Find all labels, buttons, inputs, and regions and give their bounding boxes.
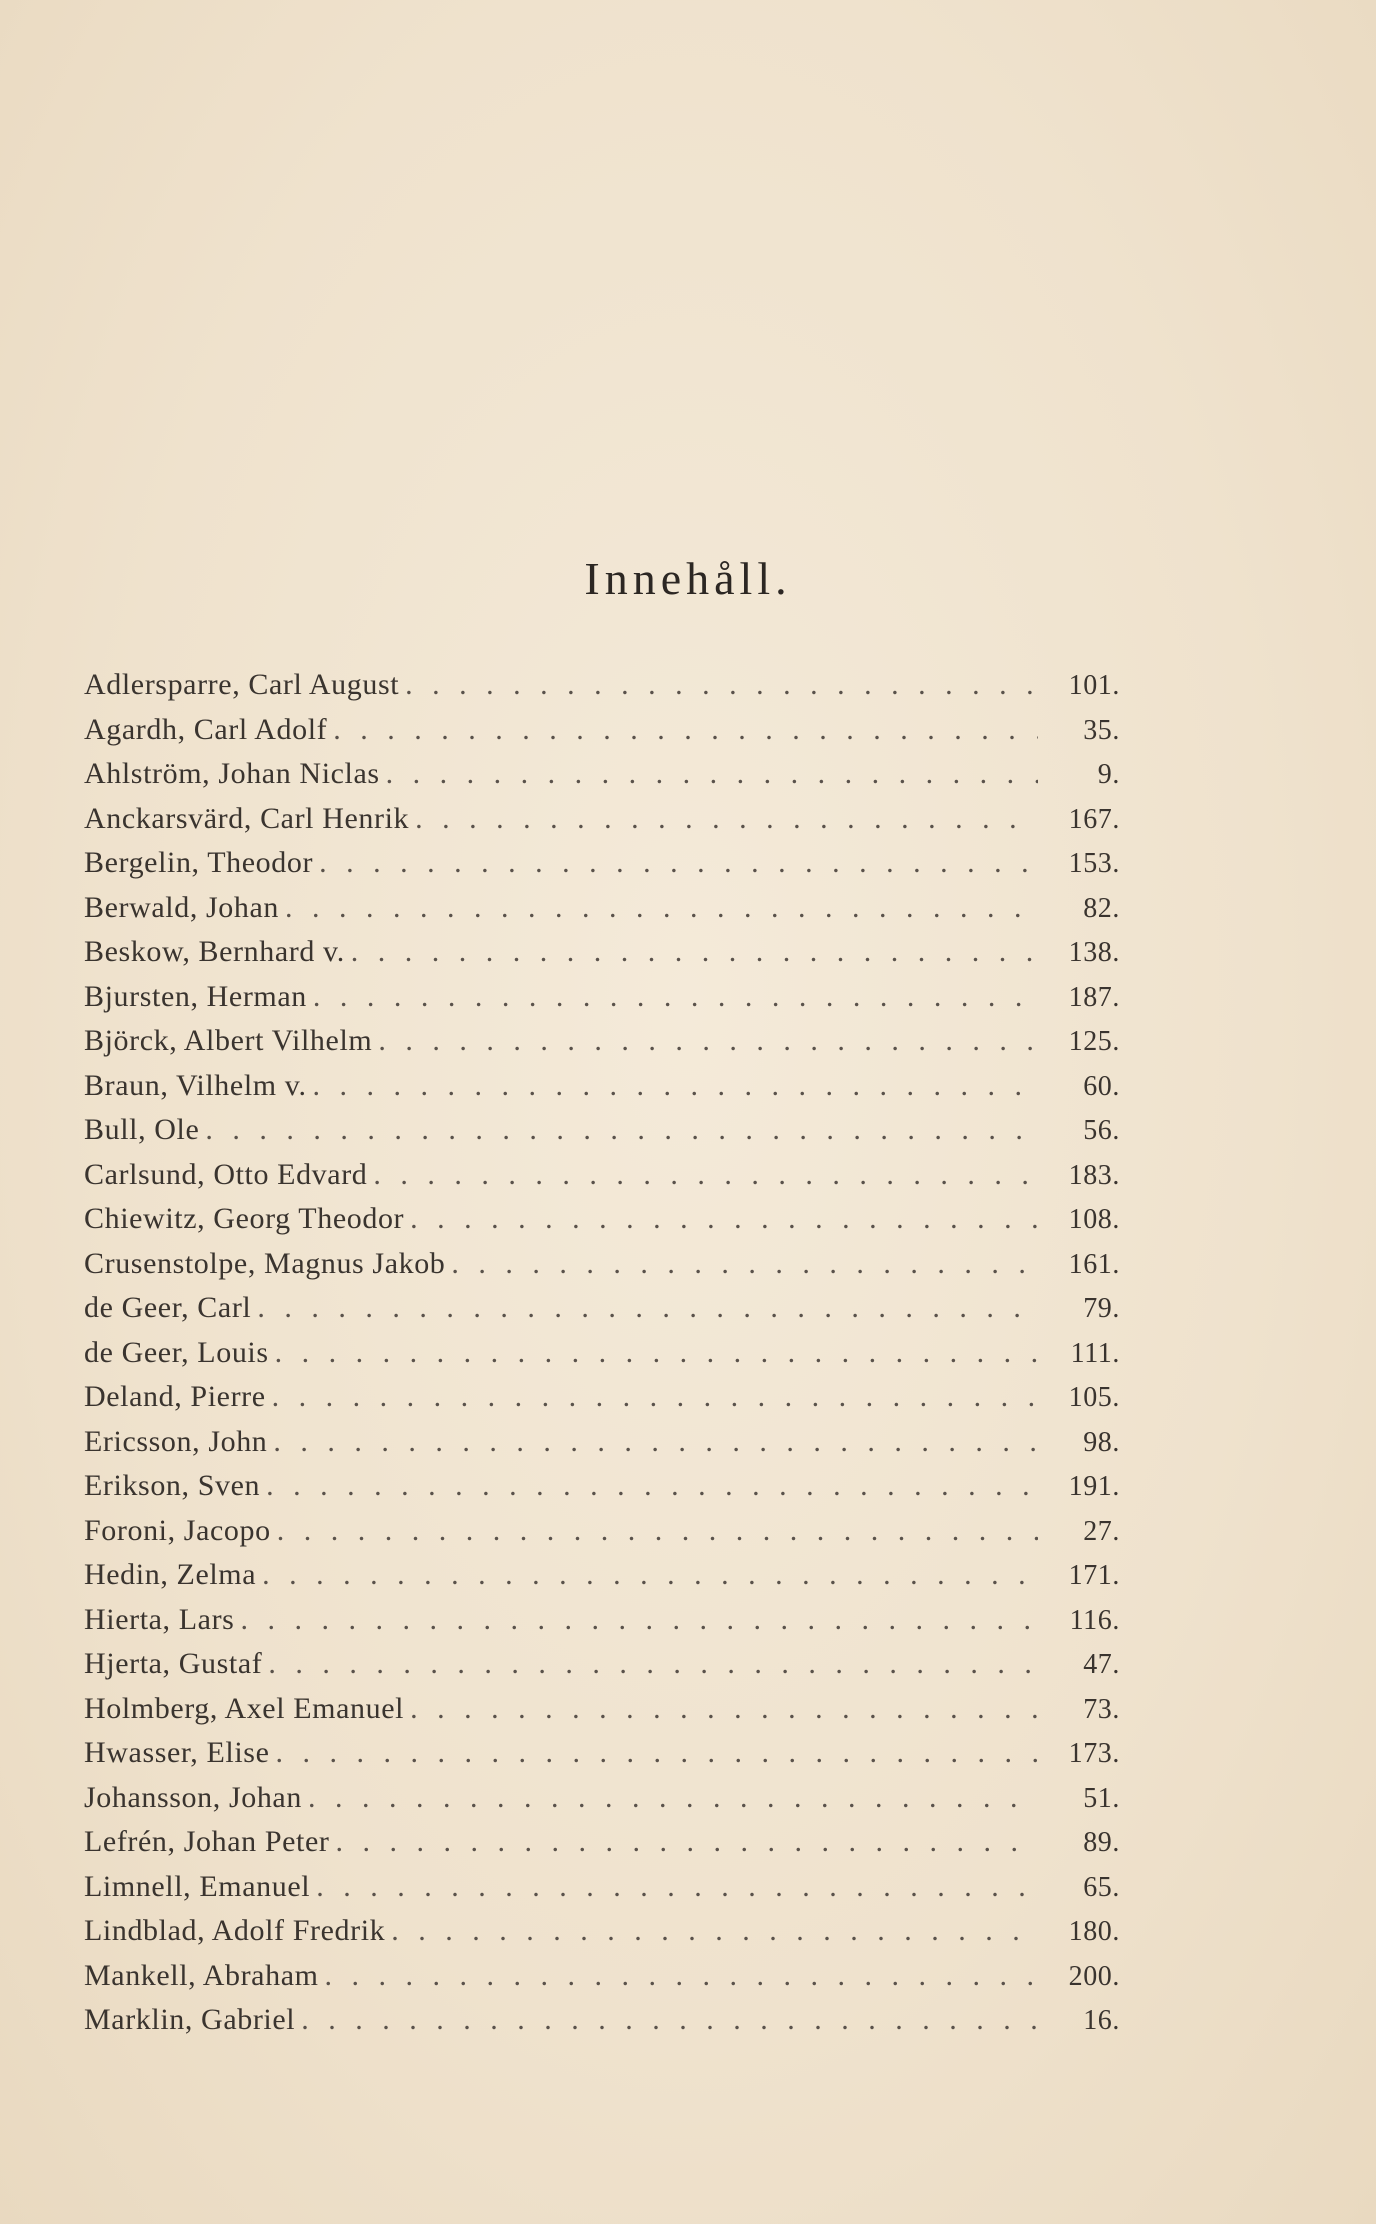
entry-page: 73. [1083,1693,1120,1725]
entry-page: 82. [1083,892,1120,924]
dot-leader [266,1464,1038,1509]
entry-page: 60. [1083,1070,1120,1102]
entry-page: 105. [1068,1382,1120,1413]
dot-leader [378,1019,1038,1064]
entry-page: 89. [1083,1827,1120,1858]
entry-name: Bull, Ole [84,1113,200,1146]
toc-entry [84,1509,1120,1554]
entry-page: 47. [1083,1649,1120,1680]
dot-leader [268,1642,1038,1687]
entry-name: Erikson, Sven [84,1469,261,1502]
entry-name: de Geer, Louis [84,1335,269,1369]
entry-page: 180. [1068,1916,1120,1947]
dot-leader [257,1286,1038,1331]
dot-leader [262,1553,1038,1598]
toc-entry [84,752,1120,797]
entry-page: 35. [1083,714,1120,746]
entry-page: 116. [1069,1604,1120,1636]
dot-leader [386,752,1038,797]
dot-leader [205,1108,1038,1153]
dot-leader [333,708,1038,753]
entry-page: 125. [1068,1026,1120,1057]
toc-entry [84,1687,1120,1732]
entry-name: Berwald, Johan [84,890,280,924]
entry-page: 161. [1068,1248,1120,1280]
entry-name: Ahlström, Johan Niclas [84,757,380,790]
toc-entry [84,1820,1120,1865]
dot-leader [325,1954,1038,1999]
entry-name: Mankell, Abraham [84,1958,319,1992]
entry-page: 79. [1083,1293,1120,1324]
toc-entry [84,1153,1120,1198]
table-of-contents [84,663,1120,2043]
dot-leader [275,1331,1038,1376]
entry-page: 167. [1068,803,1120,835]
toc-entry [84,886,1120,931]
dot-leader [273,1420,1038,1465]
toc-entry [84,797,1120,842]
entry-page: 9. [1097,759,1120,790]
entry-name: Anckarsvärd, Carl Henrik [84,801,410,835]
entry-name: Lefrén, Johan Peter [84,1825,330,1858]
entry-name: Ericsson, John [84,1424,268,1458]
toc-entry [84,1553,1120,1598]
entry-page: 27. [1083,1515,1120,1547]
dot-leader [240,1598,1038,1643]
toc-entry [84,1776,1120,1821]
entry-name: Foroni, Jacopo [84,1513,271,1547]
dot-leader [373,1153,1038,1198]
entry-name: Bergelin, Theodor [84,846,314,879]
toc-entry [84,1464,1120,1509]
entry-name: Bjursten, Herman [84,979,307,1013]
entry-page: 16. [1083,2005,1120,2036]
page-title: Innehåll. [584,553,792,604]
toc-entry [84,1375,1120,1420]
toc-entry [84,1108,1120,1153]
dot-leader [415,797,1038,842]
entry-name: Hjerta, Gustaf [84,1647,263,1680]
dot-leader [313,1064,1038,1109]
entry-name: Hierta, Lars [84,1602,235,1636]
entry-name: de Geer, Carl [84,1291,252,1324]
toc-entry [84,1998,1120,2043]
entry-name: Johansson, Johan [84,1780,302,1814]
entry-name: Hedin, Zelma [84,1558,257,1591]
entry-page: 56. [1083,1115,1120,1146]
dot-leader [316,1865,1038,1910]
toc-entry [84,1420,1120,1465]
toc-entry [84,1642,1120,1687]
dot-leader [319,841,1038,886]
dot-leader [391,1909,1038,1954]
entry-name: Adlersparre, Carl August [84,668,400,701]
entry-page: 183. [1068,1159,1120,1191]
entry-page: 101. [1068,670,1120,701]
entry-page: 65. [1083,1871,1120,1903]
entry-page: 200. [1068,1960,1120,1992]
entry-name: Carlsund, Otto Edvard [84,1157,368,1191]
toc-entry [84,1286,1120,1331]
entry-name: Limnell, Emanuel [84,1869,311,1903]
entry-page: 98. [1083,1426,1120,1458]
toc-entry [84,1064,1120,1109]
entry-page: 138. [1068,937,1120,968]
dot-leader [351,930,1038,975]
toc-entry [84,1865,1120,1910]
dot-leader [410,1687,1038,1732]
dot-leader [308,1776,1038,1821]
dot-leader [276,1731,1039,1776]
toc-entry [84,1954,1120,1999]
entry-page: 111. [1070,1337,1120,1369]
entry-name: Braun, Vilhelm v. [84,1068,307,1102]
entry-name: Holmberg, Axel Emanuel [84,1691,405,1725]
dot-leader [410,1197,1038,1242]
entry-page: 108. [1068,1204,1120,1235]
toc-entry [84,1242,1120,1287]
entry-page: 171. [1068,1560,1120,1591]
toc-entry [84,1019,1120,1064]
entry-page: 191. [1068,1471,1120,1502]
toc-entry [84,663,1120,708]
toc-entry [84,975,1120,1020]
dot-leader [405,663,1038,708]
dot-leader [313,975,1038,1020]
entry-page: 173. [1068,1738,1120,1769]
toc-entry [84,1731,1120,1776]
dot-leader [301,1998,1038,2043]
dot-leader [285,886,1038,931]
entry-page: 153. [1068,848,1120,879]
entry-name: Chiewitz, Georg Theodor [84,1202,405,1235]
dot-leader [272,1375,1038,1420]
toc-entry [84,1598,1120,1643]
toc-entry [84,841,1120,886]
toc-entry [84,1331,1120,1376]
entry-name: Crusenstolpe, Magnus Jakob [84,1246,446,1280]
toc-entry [84,930,1120,975]
entry-name: Marklin, Gabriel [84,2003,296,2036]
entry-name: Lindblad, Adolf Fredrik [84,1914,386,1947]
entry-name: Agardh, Carl Adolf [84,712,328,746]
entry-name: Hwasser, Elise [84,1736,270,1769]
dot-leader [277,1509,1038,1554]
toc-entry [84,1909,1120,1954]
toc-entry [84,708,1120,753]
entry-name: Beskow, Bernhard v. [84,935,345,968]
toc-entry [84,1197,1120,1242]
entry-page: 187. [1068,981,1120,1013]
entry-name: Björck, Albert Vilhelm [84,1024,373,1057]
entry-page: 51. [1083,1782,1120,1814]
entry-name: Deland, Pierre [84,1380,266,1413]
dot-leader [335,1820,1038,1865]
dot-leader [451,1242,1038,1287]
